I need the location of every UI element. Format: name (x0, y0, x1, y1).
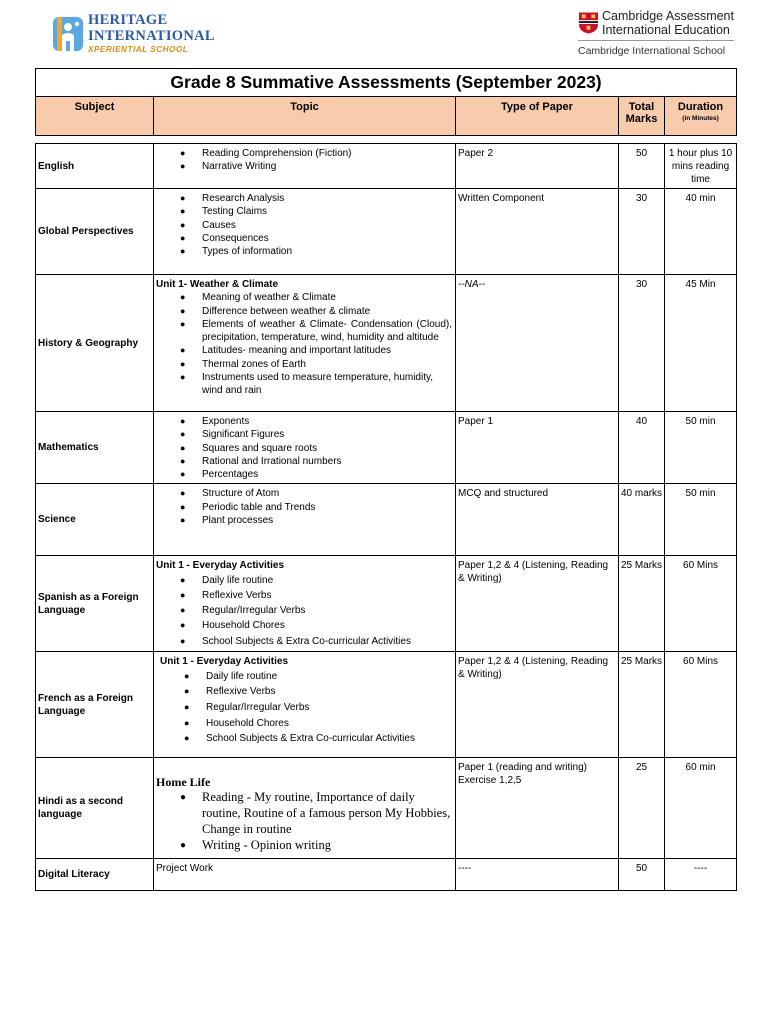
heritage-logo (52, 14, 215, 54)
table-row (36, 189, 737, 275)
topic-cell: Project Work (154, 859, 456, 891)
topic-cell (154, 652, 456, 758)
column-header-subject: Subject (36, 97, 154, 136)
topic-item: ● Exponents (156, 415, 452, 428)
subject-cell: Mathematics (36, 412, 154, 484)
page-header (0, 0, 768, 62)
table-header-row (36, 97, 737, 136)
paper-cell: Paper 1,2 & 4 (Listening, Reading & Writing) (456, 652, 619, 758)
marks-cell: 50 (619, 859, 665, 891)
paper-cell: --NA-- (456, 275, 619, 412)
duration-cell: ---- (665, 859, 737, 891)
column-header-duration (665, 97, 737, 136)
topic-item: ● Types of information (156, 245, 452, 258)
marks-cell: 30 (619, 275, 665, 412)
marks-cell: 25 Marks (619, 652, 665, 758)
column-header-paper: Type of Paper (456, 97, 619, 136)
topic-item: ● Testing Claims (156, 205, 452, 218)
subject-cell: Global Perspectives (36, 189, 154, 275)
table-row (36, 652, 737, 758)
topic-item: ● Elements of weather & Climate- Condensation (Cloud), precipitation, temperature, wind, humidity and altitude (156, 318, 452, 345)
cambridge-crest-icon (578, 11, 599, 35)
topic-cell (154, 484, 456, 556)
subject-cell: Digital Literacy (36, 859, 154, 891)
topic-item: ● Meaning of weather & Climate (156, 291, 452, 304)
topic-item: ● Household Chores (160, 716, 452, 732)
topic-item: ● Household Chores (156, 618, 452, 633)
unit-heading: Unit 1 - Everyday Activities (160, 656, 289, 668)
assessment-table (35, 68, 737, 891)
topic-item: ● Reading - My routine, Importance of daily routine, Routine of a famous person My Hobbies, Change in routine (156, 790, 452, 837)
table-row (36, 412, 737, 484)
topic-item: ● Consequences (156, 232, 452, 245)
marks-cell: 40 (619, 412, 665, 484)
topic-item: ● Rational and Irrational numbers (156, 455, 452, 468)
topic-cell (154, 144, 456, 189)
marks-cell: 30 (619, 189, 665, 275)
subject-cell: Spanish as a Foreign Language (36, 556, 154, 652)
topic-item: ● Thermal zones of Earth (156, 358, 452, 371)
topic-cell (154, 758, 456, 859)
paper-cell: Paper 2 (456, 144, 619, 189)
topic-item: ● Reflexive Verbs (160, 684, 452, 700)
topic-cell (154, 275, 456, 412)
marks-cell: 25 (619, 758, 665, 859)
duration-cell: 60 min (665, 758, 737, 859)
unit-heading: Unit 1 - Everyday Activities (156, 560, 285, 572)
table-row (36, 859, 737, 891)
topic-item: ● Latitudes- meaning and important latitudes (156, 344, 452, 357)
topic-item: ● Significant Figures (156, 428, 452, 441)
duration-cell: 50 min (665, 412, 737, 484)
duration-cell: 60 Mins (665, 556, 737, 652)
topic-item: ● Research Analysis (156, 192, 452, 205)
marks-cell: 40 marks (619, 484, 665, 556)
unit-heading: Home Life (156, 775, 211, 790)
subject-cell: French as a Foreign Language (36, 652, 154, 758)
duration-header-label: Duration (677, 101, 724, 113)
topic-item: ● Reflexive Verbs (156, 588, 452, 603)
cambridge-logo-line2: International Education (601, 23, 730, 37)
table-row (36, 275, 737, 412)
heritage-logo-line1: HERITAGE (88, 12, 168, 29)
topic-item: ● Causes (156, 219, 452, 232)
paper-cell: Paper 1 (reading and writing) Exercise 1,2,5 (456, 758, 619, 859)
topic-item: ● Difference between weather & climate (156, 305, 452, 318)
topic-item: ● Plant processes (156, 514, 452, 527)
paper-cell: Paper 1,2 & 4 (Listening, Reading & Writing) (456, 556, 619, 652)
topic-item: ● Daily life routine (160, 669, 452, 685)
duration-header-unit: (in Minutes) (682, 115, 719, 122)
cambridge-logo (578, 10, 734, 57)
table-row (36, 144, 737, 189)
topic-cell (154, 412, 456, 484)
subject-cell: English (36, 144, 154, 189)
duration-cell: 1 hour plus 10 mins reading time (665, 144, 737, 189)
marks-cell: 50 (619, 144, 665, 189)
heritage-logo-line3: XPERIENTIAL SCHOOL (88, 45, 189, 55)
topic-item: ● School Subjects & Extra Co-curricular Activities (156, 634, 452, 649)
topic-item: ● Writing - Opinion writing (156, 838, 452, 854)
unit-heading: Unit 1- Weather & Climate (156, 279, 279, 290)
paper-cell: Written Component (456, 189, 619, 275)
cambridge-logo-line1: Cambridge Assessment (601, 9, 734, 23)
topic-item: ● Percentages (156, 468, 452, 481)
topic-item: ● Instruments used to measure temperature, humidity, wind and rain (156, 371, 452, 398)
subject-cell: Hindi as a second language (36, 758, 154, 859)
table-row (36, 556, 737, 652)
topic-item: ● Squares and square roots (156, 442, 452, 455)
column-header-marks: Total Marks (619, 97, 665, 136)
paper-cell: Paper 1 (456, 412, 619, 484)
topic-cell (154, 189, 456, 275)
duration-cell: 60 Mins (665, 652, 737, 758)
topic-item: ● Regular/Irregular Verbs (156, 603, 452, 618)
topic-cell (154, 556, 456, 652)
column-header-topic: Topic (154, 97, 456, 136)
table-row (36, 484, 737, 556)
paper-cell: MCQ and structured (456, 484, 619, 556)
topic-item: ● Periodic table and Trends (156, 501, 452, 514)
duration-cell: 45 Min (665, 275, 737, 412)
topic-item: ● Daily life routine (156, 573, 452, 588)
heritage-emblem-icon (52, 15, 84, 53)
subject-cell: History & Geography (36, 275, 154, 412)
topic-item: ● Reading Comprehension (Fiction) (156, 147, 452, 160)
duration-cell: 50 min (665, 484, 737, 556)
topic-item: ● Narrative Writing (156, 160, 452, 173)
heritage-logo-line2: INTERNATIONAL (88, 27, 215, 44)
table-row (36, 758, 737, 859)
paper-cell: ---- (456, 859, 619, 891)
duration-cell: 40 min (665, 189, 737, 275)
topic-item: ● Regular/Irregular Verbs (160, 700, 452, 716)
topic-item: ● School Subjects & Extra Co-curricular Activities (160, 731, 452, 747)
table-title: Grade 8 Summative Assessments (September 2023) (36, 69, 737, 97)
subject-cell: Science (36, 484, 154, 556)
cambridge-logo-line3: Cambridge International School (578, 45, 726, 57)
marks-cell: 25 Marks (619, 556, 665, 652)
cambridge-divider (578, 40, 734, 41)
table-spacer-row (36, 136, 737, 144)
topic-item: ● Structure of Atom (156, 487, 452, 500)
